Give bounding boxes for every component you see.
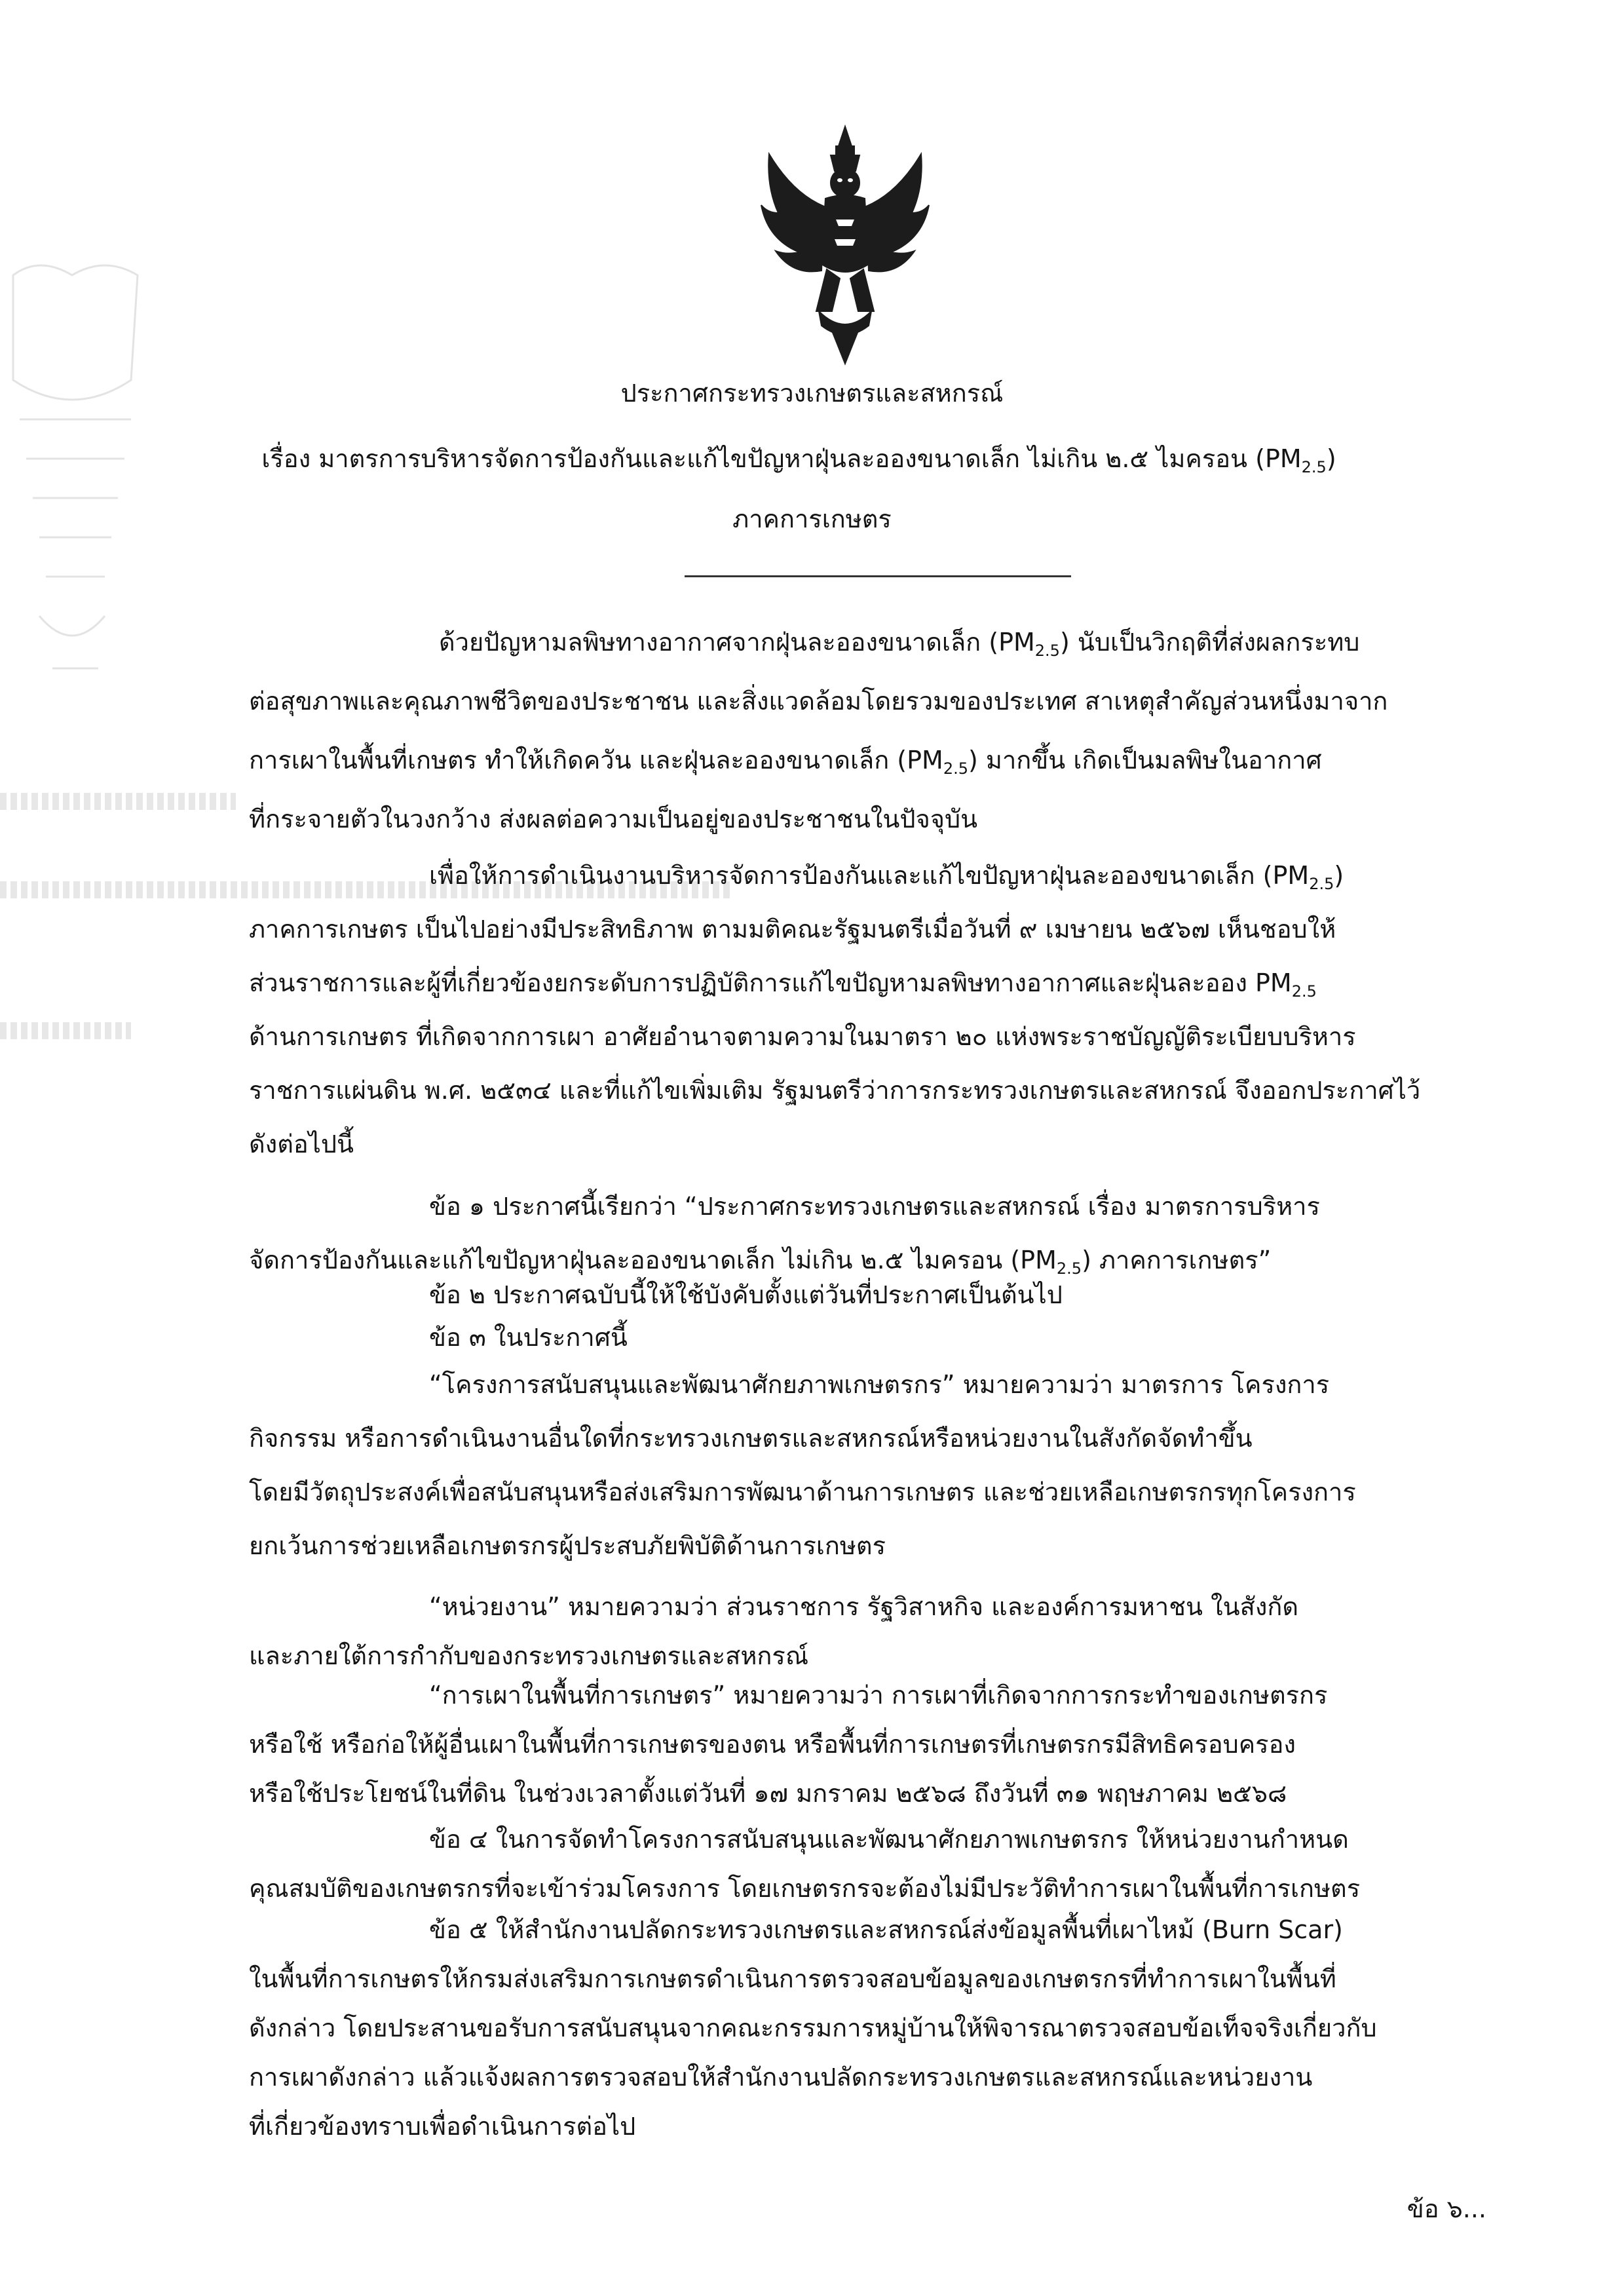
p2-line: ด้านการเกษตร ที่เกิดจากการเผา อาศัยอำนาจตามความในมาตรา ๒๐ แห่งพระราชบัญญัติระเบียบบริหาร — [249, 1022, 1356, 1051]
c1-line: ข้อ ๑ ประกาศนี้เรียกว่า “ประกาศกระทรวงเกษตรและสหกรณ์ เรื่อง มาตรการบริหาร — [429, 1192, 1320, 1221]
c5-line: ที่เกี่ยวข้องทราบเพื่อดำเนินการต่อไป — [249, 2112, 636, 2141]
d1-line: ยกเว้นการช่วยเหลือเกษตรกรผู้ประสบภัยพิบัติด้านการเกษตร — [249, 1531, 886, 1560]
p2-line: ภาคการเกษตร เป็นไปอย่างมีประสิทธิภาพ ตามมติคณะรัฐมนตรีเมื่อวันที่ ๙ เมษายน ๒๕๖๗ เห็นชอบให้ — [249, 915, 1336, 944]
paragraph-1 — [249, 613, 1487, 849]
bleed-through-emblem-icon — [0, 249, 151, 734]
p1-line: การเผาในพื้นที่เกษตร ทำให้เกิดควัน และฝุ่นละอองขนาดเล็ก $(PM_{2.5})$ มากขึ้น เกิดเป็นมลพิษในอากาศ — [249, 746, 1322, 778]
definition-agency — [249, 1582, 1487, 1681]
paragraph-2 — [249, 849, 1487, 1171]
c4-line: คุณสมบัติของเกษตรกรที่จะเข้าร่วมโครงการ โดยเกษตรกรจะต้องไม่มีประวัติทำการเผาในพื้นที่การเกษตร — [249, 1874, 1361, 1903]
d3-line: หรือใช้ หรือก่อให้ผู้อื่นเผาในพื้นที่การเกษตรของตน หรือพื้นที่การเกษตรที่เกษตรกรมีสิทธิครอบครอง — [249, 1730, 1296, 1759]
d2-line: “หน่วยงาน” หมายความว่า ส่วนราชการ รัฐวิสาหกิจ และองค์การมหาชน ในสังกัด — [429, 1592, 1299, 1621]
clause-3 — [249, 1311, 1487, 1364]
paragraph-preamble — [249, 613, 1487, 849]
c1-line: จัดการป้องกันและแก้ไขปัญหาฝุ่นละอองขนาดเล็ก ไม่เกิน ๒.๕ ไมครอน $(PM_{2.5})$ ภาคการเกษตร” — [249, 1246, 1272, 1278]
bleed-through-line — [0, 793, 236, 810]
d3-line: “การเผาในพื้นที่การเกษตร” หมายความว่า การเผาที่เกิดจากการกระทำของเกษตรกร — [429, 1681, 1328, 1710]
p1-line: ที่กระจายตัวในวงกว้าง ส่งผลต่อความเป็นอยู่ของประชาชนในปัจจุบัน — [249, 805, 978, 833]
title-line-2-end: ) — [1326, 444, 1336, 473]
title-divider — [685, 575, 1071, 577]
announcement-sector — [0, 501, 1624, 537]
definition-support-project — [249, 1358, 1487, 1573]
p1-line: ต่อสุขภาพและคุณภาพชีวิตของประชาชน และสิ่งแวดล้อมโดยรวมของประเทศ สาเหตุสำคัญส่วนหนึ่งมาจาก — [249, 687, 1388, 716]
d3-line: หรือใช้ประโยชน์ในที่ดิน ในช่วงเวลาตั้งแต่วันที่ ๑๗ มกราคม ๒๕๖๘ ถึงวันที่ ๓๑ พฤษภาคม ๒๕๖๘ — [249, 1779, 1287, 1808]
p2-line: ราชการแผ่นดิน พ.ศ. ๒๕๓๔ และที่แก้ไขเพิ่มเติม รัฐมนตรีว่าการกระทรวงเกษตรและสหกรณ์ จึงออกประกาศไว้ — [249, 1076, 1421, 1105]
definition-agricultural-burning — [249, 1671, 1487, 1818]
c5-line: ในพื้นที่การเกษตรให้กรมส่งเสริมการเกษตรดำเนินการตรวจสอบข้อมูลของเกษตรกรที่ทำการเผาในพื้นที่ — [249, 1964, 1336, 1993]
d1-line: โดยมีวัตถุประสงค์เพื่อสนับสนุนหรือส่งเสริมการพัฒนาด้านการเกษตร และช่วยเหลือเกษตรกรทุกโครงการ — [249, 1478, 1356, 1506]
p2-line: เพื่อให้การดำเนินงานบริหารจัดการป้องกันและแก้ไขปัญหาฝุ่นละอองขนาดเล็ก $(PM_{2.5})$ — [429, 861, 1344, 893]
paragraph-authority — [249, 849, 1487, 1171]
c2-line: ข้อ ๒ ประกาศฉบับนี้ให้ใช้บังคับตั้งแต่วันที่ประกาศเป็นต้นไป — [429, 1280, 1063, 1309]
c5-line: ข้อ ๕ ให้สำนักงานปลัดกระทรวงเกษตรและสหกรณ์ส่งข้อมูลพื้นที่เผาไหม้ (Burn Scar) — [429, 1915, 1343, 1944]
p2-line: ส่วนราชการและผู้ที่เกี่ยวข้องยกระดับการปฏิบัติการแก้ไขปัญหามลพิษทางอากาศและฝุ่นละออง $PM_{2.5}$ — [249, 968, 1317, 1001]
p1-line: ด้วยปัญหามลพิษทางอากาศจากฝุ่นละอองขนาดเล็ก $(PM_{2.5})$ นับเป็นวิกฤติที่ส่งผลกระทบ — [439, 628, 1360, 660]
c3-line: ข้อ ๓ ในประกาศนี้ — [429, 1323, 628, 1352]
bleed-through-line — [0, 1022, 131, 1039]
c5-line: การเผาดังกล่าว แล้วแจ้งผลการตรวจสอบให้สำนักงานปลัดกระทรวงเกษตรและสหกรณ์และหน่วยงาน — [249, 2063, 1313, 2092]
clause-5 — [249, 1905, 1487, 2151]
p2-line: ดังต่อไปนี้ — [249, 1130, 354, 1158]
announcement-subject — [0, 440, 1611, 477]
c4-line: ข้อ ๔ ในการจัดทำโครงการสนับสนุนและพัฒนาศักยภาพเกษตรกร ให้หน่วยงานกำหนด — [429, 1825, 1349, 1854]
garuda-emblem-icon — [753, 115, 937, 370]
title-line-2-subscript: 2.5 — [1301, 458, 1327, 476]
next-page-reference: ข้อ ๖... — [1407, 2194, 1486, 2223]
announcement-title — [0, 375, 1624, 411]
title-line-2: เรื่อง มาตรการบริหารจัดการป้องกันและแก้ไขปัญหาฝุ่นละอองขนาดเล็ก ไม่เกิน ๒.๕ ไมครอน (PM — [261, 444, 1302, 473]
d1-line: “โครงการสนับสนุนและพัฒนาศักยภาพเกษตรกร” หมายความว่า มาตรการ โครงการ — [429, 1370, 1330, 1399]
c5-line: ดังกล่าว โดยประสานขอรับการสนับสนุนจากคณะกรรมการหมู่บ้านให้พิจารณาตรวจสอบข้อเท็จจริงเกี่ยวกับ — [249, 2014, 1377, 2042]
title-line-3: ภาคการเกษตร — [732, 505, 892, 533]
title-line-1: ประกาศกระทรวงเกษตรและสหกรณ์ — [620, 379, 1004, 408]
d2-line: และภายใต้การกำกับของกระทรวงเกษตรและสหกรณ์ — [249, 1641, 809, 1670]
clause-4 — [249, 1815, 1487, 1913]
d1-line: กิจกรรม หรือการดำเนินงานอื่นใดที่กระทรวงเกษตรและสหกรณ์หรือหน่วยงานในสังกัดจัดทำขึ้น — [249, 1424, 1253, 1453]
